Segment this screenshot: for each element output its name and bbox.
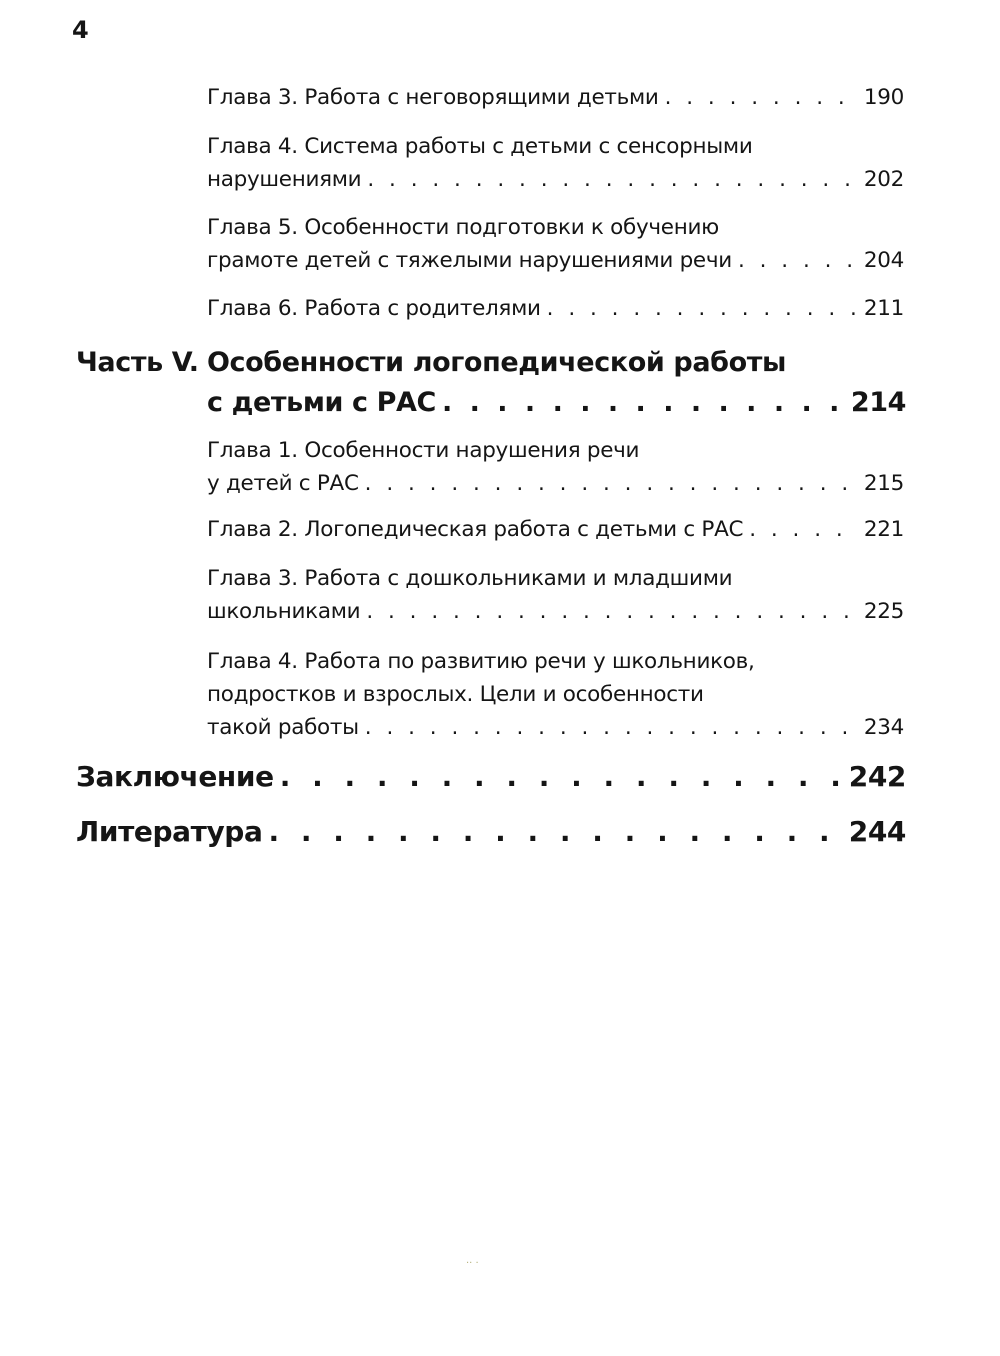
page-ref: 215 — [863, 471, 904, 496]
toc-entry-chapter-3-nonverbal[interactable] — [207, 81, 904, 114]
part-label: Часть V. — [76, 347, 199, 378]
entry-title-line: Глава 1. Особенности нарушения речи — [207, 438, 640, 463]
toc-entry-literature[interactable] — [76, 812, 906, 852]
toc-entry-conclusion[interactable] — [76, 757, 906, 797]
toc-entry-chapter-5-literacy[interactable] — [207, 211, 904, 277]
page-ref: 221 — [863, 517, 904, 542]
entry-title: Глава 3. Работа с неговорящими детьми — [207, 85, 659, 110]
toc-entry-chapter-3-preschoolers[interactable] — [207, 562, 904, 628]
leader-dots — [280, 757, 843, 797]
entry-title-line: Глава 5. Особенности подготовки к обучению — [207, 215, 719, 240]
entry-title-line: Особенности логопедической работы — [207, 347, 787, 378]
toc-entry-chapter-2-speech-therapy[interactable] — [207, 513, 904, 546]
print-smudge: ·· · — [466, 1258, 479, 1269]
page-ref: 190 — [863, 85, 904, 110]
toc-entry-chapter-4-sensory[interactable] — [207, 130, 904, 196]
page-number: 4 — [72, 16, 89, 44]
page-ref: 204 — [863, 248, 904, 273]
leader-dots — [547, 292, 858, 325]
entry-title: с детьми с РАС — [207, 387, 436, 418]
entry-title: Заключение — [76, 760, 274, 793]
page-ref: 234 — [863, 715, 904, 740]
leader-dots — [365, 711, 858, 744]
entry-title: Литература — [76, 815, 263, 848]
entry-title: школьниками — [207, 599, 361, 624]
page-ref: 225 — [863, 599, 904, 624]
leader-dots — [367, 163, 857, 196]
page-ref: 202 — [863, 167, 904, 192]
entry-title: нарушениями — [207, 167, 362, 192]
entry-title: Глава 2. Логопедическая работа с детьми с РАС — [207, 517, 744, 542]
leader-dots — [365, 467, 858, 500]
toc-entry-part-5[interactable] — [76, 343, 906, 425]
leader-dots — [366, 595, 858, 628]
page-ref: 214 — [850, 387, 906, 418]
page-ref: 211 — [863, 296, 904, 321]
entry-title-line: Глава 3. Работа с дошкольниками и младшими — [207, 566, 733, 591]
toc-entry-chapter-6-parents[interactable] — [207, 292, 904, 325]
entry-title-line: Глава 4. Система работы с детьми с сенсорными — [207, 134, 753, 159]
leader-dots — [268, 812, 842, 852]
leader-dots — [749, 513, 858, 546]
entry-title-line: подростков и взрослых. Цели и особенности — [207, 682, 704, 707]
page-ref: 242 — [848, 760, 906, 793]
leader-dots — [442, 383, 845, 423]
entry-title: Глава 6. Работа с родителями — [207, 296, 541, 321]
toc-entry-chapter-1-speech-disorders[interactable] — [207, 434, 904, 500]
entry-title: грамоте детей с тяжелыми нарушениями речи — [207, 248, 732, 273]
leader-dots — [738, 244, 858, 277]
leader-dots — [665, 81, 858, 114]
toc-entry-chapter-4-speech-development[interactable] — [207, 645, 904, 744]
page-ref: 244 — [848, 815, 906, 848]
entry-title: у детей с РАС — [207, 471, 359, 496]
entry-title: такой работы — [207, 715, 359, 740]
entry-title-line: Глава 4. Работа по развитию речи у школьников, — [207, 649, 755, 674]
